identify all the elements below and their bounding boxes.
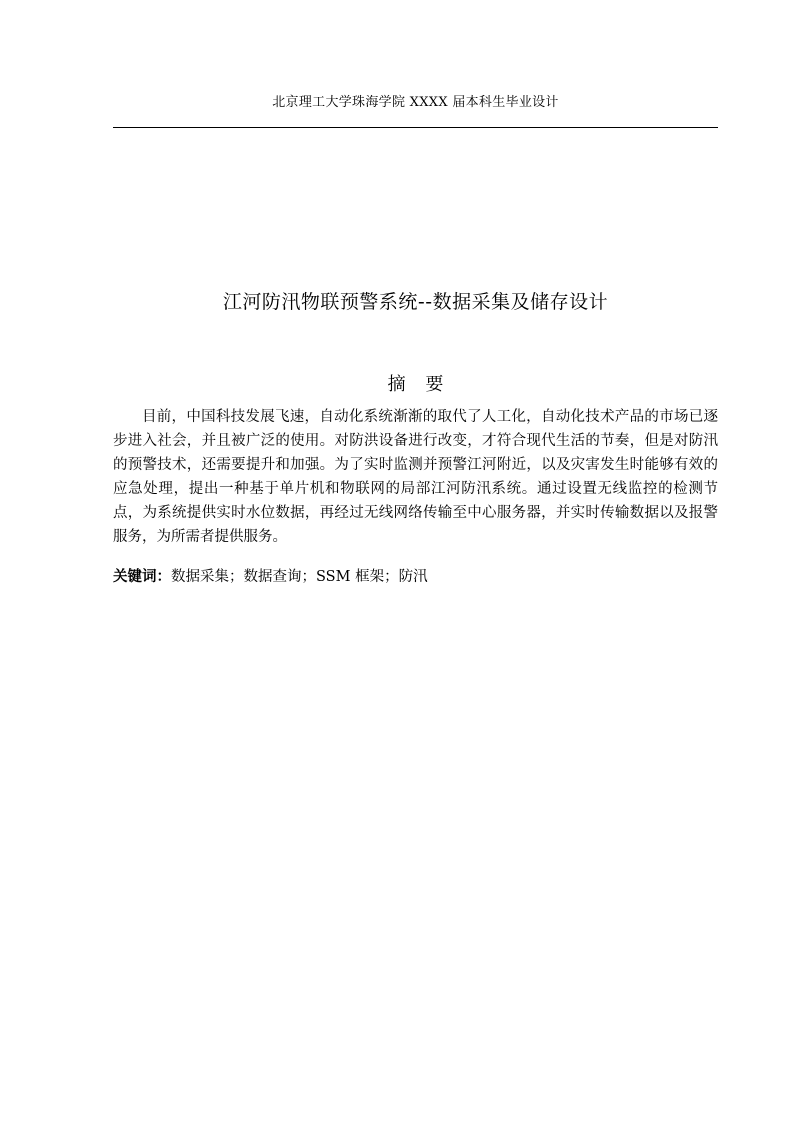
keywords-line [113,566,718,588]
abstract-heading: 摘 要 [387,374,444,395]
thesis-title: 江河防汛物联预警系统--数据采集及储存设计 [222,291,609,313]
running-header: 北京理工大学珠海学院 XXXX 届本科生毕业设计 [272,95,559,110]
keywords-label: 关键词： [113,569,171,585]
keywords-text: 数据采集；数据查询；SSM 框架；防汛 [171,569,428,585]
header-divider [113,127,718,128]
abstract-paragraph: 目前，中国科技发展飞速，自动化系统渐渐的取代了人工化，自动化技术产品的市场已逐步进入社会，并且被广泛的使用。对防洪设备进行改变，才符合现代生活的节奏，但是对防汛的预警技术，还需要提升和加强。为了实时监测并预警江河附近，以及灾害发生时能够有效的应急处理，提出一种基于单片机和物联网的局部江河防汛系统。通过设置无线监控的检测节点，为系统提供实时水位数据，再经过无线网络传输至中心服务器，并实时传输数据以及报警服务，为所需者提供服务。 [113,409,718,545]
